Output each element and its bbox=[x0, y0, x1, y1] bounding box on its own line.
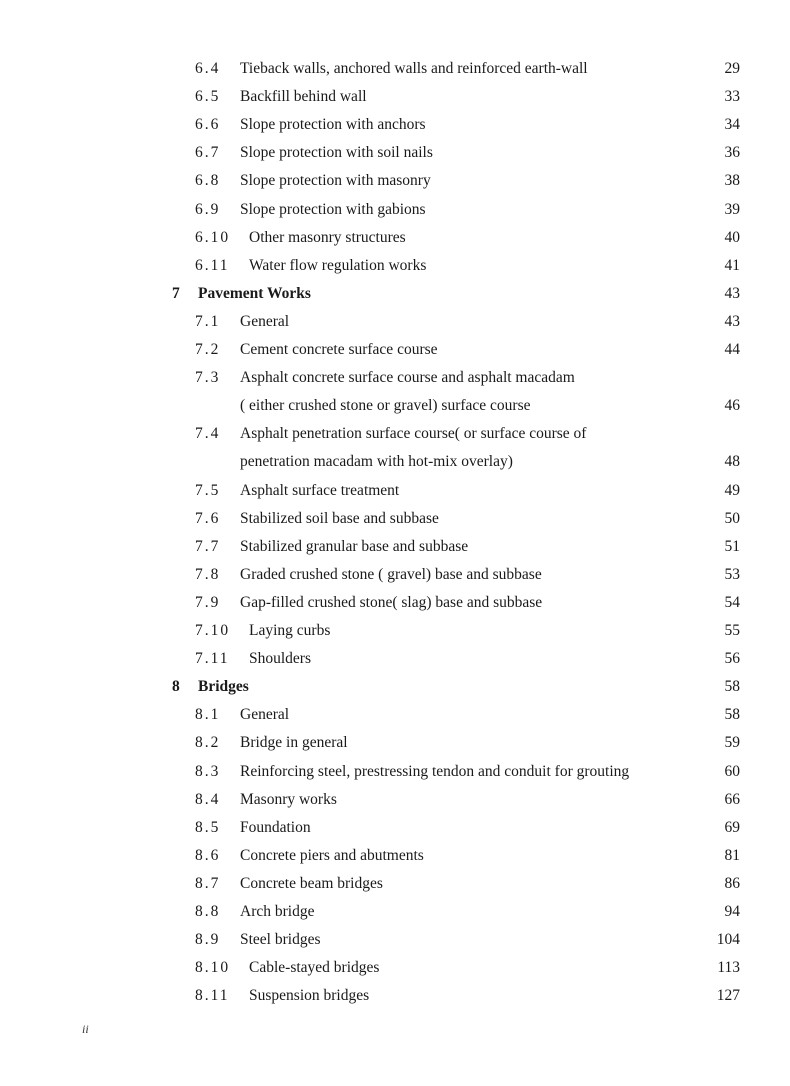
toc-section-entry bbox=[0, 477, 790, 505]
toc-section-entry bbox=[0, 196, 790, 224]
entry-title: ( either crushed stone or gravel) surface course bbox=[240, 397, 531, 415]
entry-title: Concrete beam bridges bbox=[240, 874, 383, 892]
entry-title: Water flow regulation works bbox=[249, 256, 427, 274]
entry-page-number: 127 bbox=[716, 987, 740, 1005]
entry-number: 7.9 bbox=[195, 593, 221, 611]
entry-title: Pavement Works bbox=[198, 284, 311, 302]
toc-section-entry bbox=[0, 898, 790, 926]
entry-title: General bbox=[240, 706, 290, 724]
entry-page-number: 54 bbox=[724, 593, 740, 611]
entry-number: 8.8 bbox=[195, 903, 221, 920]
entry-number: 7.5 bbox=[195, 481, 221, 499]
toc-section-entry bbox=[0, 814, 790, 842]
entry-title: Gap-filled crushed stone( slag) base and subbase bbox=[240, 593, 543, 611]
entry-title: Arch bridge bbox=[240, 903, 315, 920]
entry-title: Cement concrete surface course bbox=[240, 341, 438, 358]
toc-section-entry bbox=[0, 336, 790, 364]
entry-title: Laying curbs bbox=[249, 622, 331, 639]
toc-section-entry bbox=[0, 701, 790, 729]
entry-page-number: 46 bbox=[724, 397, 740, 415]
entry-page-number: 44 bbox=[724, 341, 740, 358]
toc-section-entry bbox=[0, 870, 790, 898]
entry-page-number: 55 bbox=[724, 622, 740, 639]
entry-number: 6.11 bbox=[195, 256, 230, 274]
entry-page-number: 39 bbox=[724, 200, 740, 218]
toc-section-entry bbox=[0, 954, 790, 982]
entry-title: Shoulders bbox=[249, 650, 311, 668]
entry-page-number: 34 bbox=[724, 116, 740, 134]
entry-title: Steel bridges bbox=[240, 931, 321, 949]
page-number: ii bbox=[82, 1022, 89, 1036]
entry-page-number: 58 bbox=[724, 678, 740, 696]
entry-number: 7 bbox=[172, 284, 180, 302]
entry-number: 6.4 bbox=[195, 60, 221, 77]
entry-number: 7.8 bbox=[195, 565, 221, 583]
toc-section-entry bbox=[0, 533, 790, 561]
entry-number: 8.1 bbox=[195, 706, 221, 724]
entry-title: Cable-stayed bridges bbox=[249, 959, 380, 977]
entry-page-number: 86 bbox=[724, 874, 740, 892]
entry-number: 6.6 bbox=[195, 116, 221, 134]
entry-page-number: 66 bbox=[724, 790, 740, 808]
toc-section-entry bbox=[0, 786, 790, 814]
toc-section-entry bbox=[0, 505, 790, 533]
entry-number: 7.11 bbox=[195, 650, 230, 668]
entry-title: Concrete piers and abutments bbox=[240, 846, 424, 864]
entry-page-number: 43 bbox=[724, 312, 740, 330]
entry-title: Asphalt concrete surface course and asphalt macadam bbox=[240, 369, 575, 387]
toc-section-entry bbox=[0, 420, 790, 448]
entry-page-number: 58 bbox=[724, 706, 740, 724]
entry-title: Slope protection with anchors bbox=[240, 116, 426, 134]
toc-section-entry bbox=[0, 308, 790, 336]
toc-section-entry bbox=[0, 167, 790, 195]
toc-section-entry bbox=[0, 139, 790, 167]
entry-page-number: 81 bbox=[724, 846, 740, 864]
entry-number: 8.9 bbox=[195, 931, 221, 949]
entry-page-number: 49 bbox=[724, 481, 740, 499]
entry-title: Slope protection with gabions bbox=[240, 200, 426, 218]
entry-number: 6.5 bbox=[195, 88, 221, 106]
entry-title: Foundation bbox=[240, 818, 311, 836]
entry-number: 6.9 bbox=[195, 200, 221, 218]
entry-title: General bbox=[240, 312, 290, 330]
entry-page-number: 40 bbox=[724, 228, 740, 246]
entry-page-number: 50 bbox=[724, 509, 740, 527]
entry-page-number: 69 bbox=[724, 818, 740, 836]
entry-page-number: 104 bbox=[716, 931, 740, 949]
entry-number: 8.3 bbox=[195, 762, 221, 780]
entry-number: 8.2 bbox=[195, 734, 221, 752]
toc-section-entry bbox=[0, 392, 790, 420]
entry-page-number: 60 bbox=[724, 762, 740, 780]
entry-number: 8.7 bbox=[195, 874, 221, 892]
toc-section-entry bbox=[0, 561, 790, 589]
entry-number: 8 bbox=[172, 678, 180, 696]
entry-title: Backfill behind wall bbox=[240, 88, 367, 106]
entry-number: 6.7 bbox=[195, 144, 221, 162]
entry-title: Reinforcing steel, prestressing tendon and conduit for grouting bbox=[240, 762, 630, 780]
entry-number: 8.4 bbox=[195, 790, 221, 808]
entry-page-number: 53 bbox=[724, 565, 740, 583]
entry-title: penetration macadam with hot-mix overlay) bbox=[240, 453, 513, 471]
toc-section-entry bbox=[0, 83, 790, 111]
toc-section-entry bbox=[0, 364, 790, 392]
entry-number: 7.7 bbox=[195, 537, 221, 555]
entry-page-number: 36 bbox=[724, 144, 740, 162]
toc-section-entry bbox=[0, 842, 790, 870]
toc-section-entry bbox=[0, 224, 790, 252]
entry-title: Masonry works bbox=[240, 790, 337, 808]
toc-section-entry bbox=[0, 448, 790, 476]
entry-title: Slope protection with soil nails bbox=[240, 144, 433, 162]
entry-number: 6.10 bbox=[195, 228, 231, 246]
entry-title: Stabilized granular base and subbase bbox=[240, 537, 469, 555]
entry-number: 8.10 bbox=[195, 959, 231, 977]
entry-number: 7.6 bbox=[195, 509, 221, 527]
entry-title: Asphalt penetration surface course( or surface course of bbox=[240, 425, 587, 443]
toc-section-entry bbox=[0, 758, 790, 786]
entry-title: Slope protection with masonry bbox=[240, 172, 431, 190]
entry-title: Bridges bbox=[198, 678, 249, 696]
entry-number: 7.10 bbox=[195, 622, 231, 639]
entry-title: Asphalt surface treatment bbox=[240, 481, 400, 499]
entry-page-number: 51 bbox=[724, 537, 740, 555]
entry-page-number: 113 bbox=[717, 959, 740, 977]
toc-section-entry bbox=[0, 111, 790, 139]
toc-section-entry bbox=[0, 252, 790, 280]
entry-page-number: 29 bbox=[724, 60, 740, 77]
entry-title: Other masonry structures bbox=[249, 228, 406, 246]
toc-section-entry bbox=[0, 645, 790, 673]
toc-section-entry bbox=[0, 55, 790, 83]
entry-title: Suspension bridges bbox=[249, 987, 370, 1005]
entry-page-number: 38 bbox=[724, 172, 740, 190]
entry-page-number: 33 bbox=[724, 88, 740, 106]
toc-chapter-entry bbox=[0, 673, 790, 701]
entry-number: 8.11 bbox=[195, 987, 230, 1005]
entry-number: 7.4 bbox=[195, 425, 221, 443]
entry-number: 7.3 bbox=[195, 369, 221, 387]
entry-page-number: 43 bbox=[724, 284, 740, 302]
toc-section-entry bbox=[0, 982, 790, 1010]
entry-page-number: 56 bbox=[724, 650, 740, 668]
toc-section-entry bbox=[0, 589, 790, 617]
entry-number: 7.2 bbox=[195, 341, 221, 358]
entry-page-number: 59 bbox=[724, 734, 740, 752]
entry-page-number: 41 bbox=[724, 256, 740, 274]
entry-number: 7.1 bbox=[195, 312, 221, 330]
toc-section-entry bbox=[0, 617, 790, 645]
toc-section-entry bbox=[0, 729, 790, 757]
entry-title: Tieback walls, anchored walls and reinforced earth-wall bbox=[240, 60, 588, 77]
entry-number: 8.6 bbox=[195, 846, 221, 864]
entry-title: Bridge in general bbox=[240, 734, 348, 752]
entry-page-number: 94 bbox=[724, 903, 740, 920]
toc-chapter-entry bbox=[0, 280, 790, 308]
toc-section-entry bbox=[0, 926, 790, 954]
entry-number: 6.8 bbox=[195, 172, 221, 190]
entry-title: Stabilized soil base and subbase bbox=[240, 509, 439, 527]
entry-number: 8.5 bbox=[195, 818, 221, 836]
entry-title: Graded crushed stone ( gravel) base and subbase bbox=[240, 565, 542, 583]
entry-page-number: 48 bbox=[724, 453, 740, 471]
